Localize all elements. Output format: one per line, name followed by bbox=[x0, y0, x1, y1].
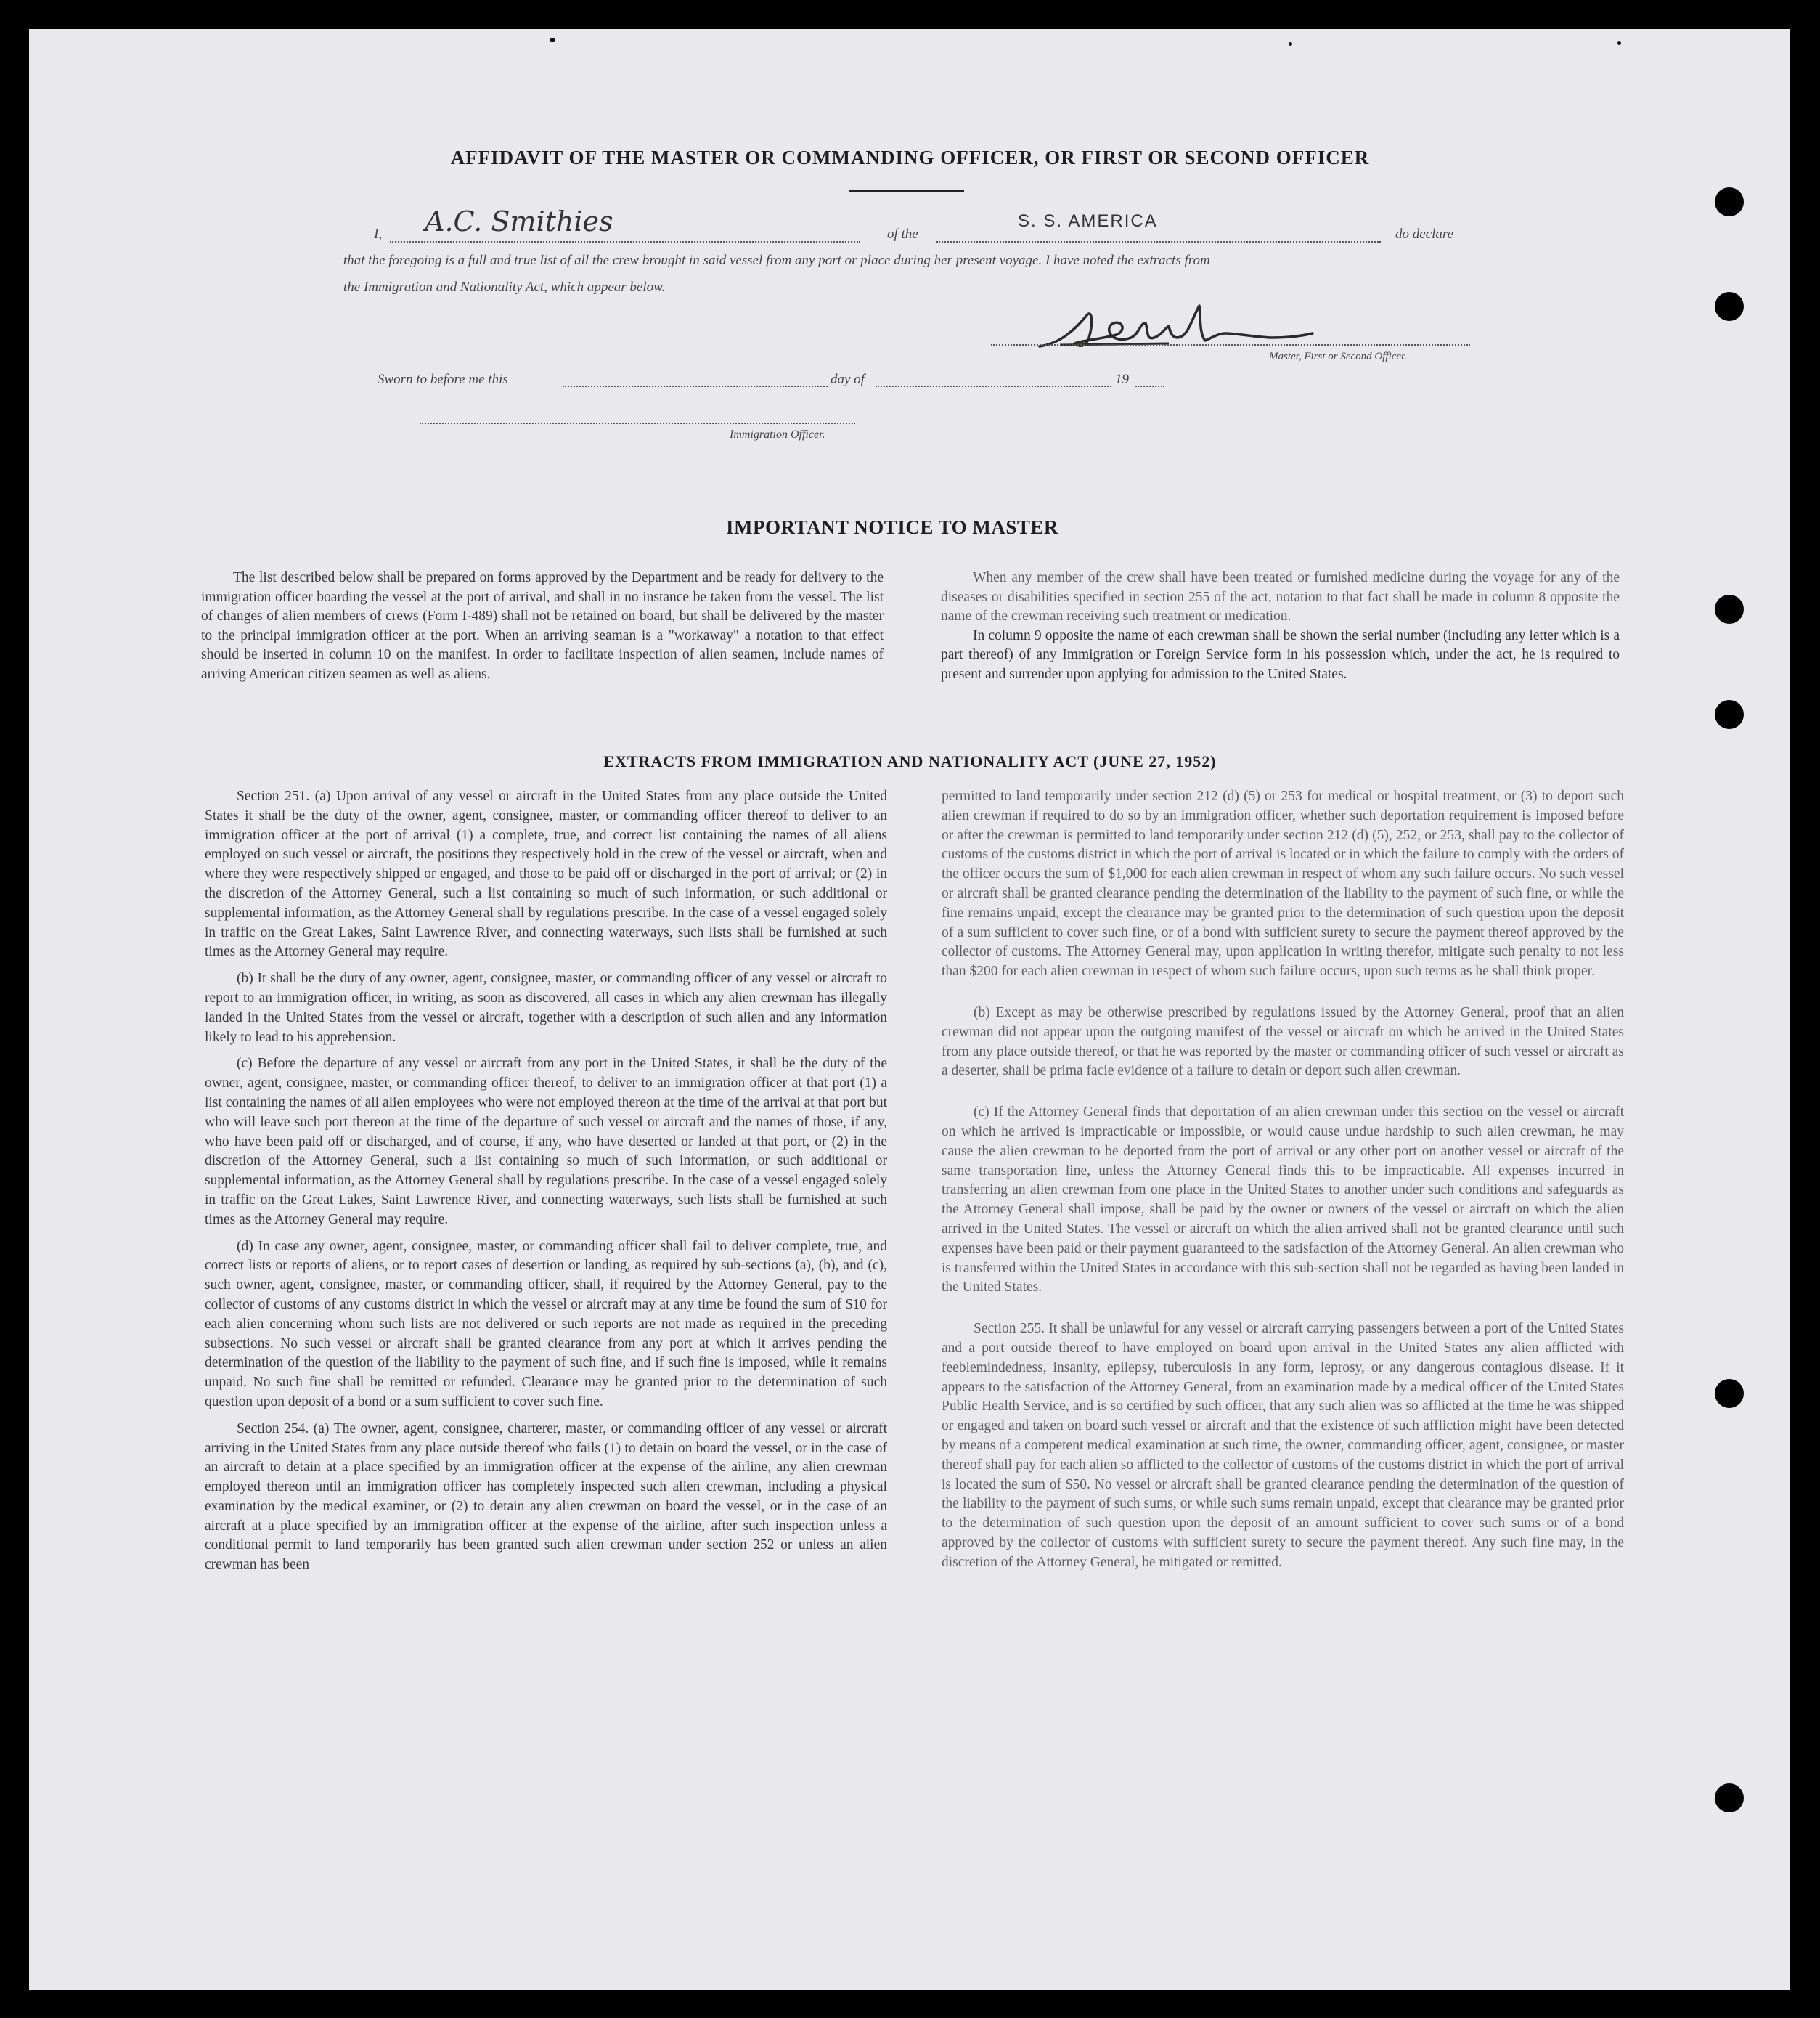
extracts-left-column bbox=[205, 787, 887, 1575]
notice-left-paragraph: The list described below shall be prepared on forms approved by the Department and be ready for delivery to the immigration officer boarding the vessel at the port of arrival, and shall in no instance be taken from the vessel. The list of changes of alien members of crews (Form I-489) shall not be retained on board, but shall be delivered by the master to the principal immigration officer at the port. When an arriving seaman is a "workaway" a notation to that effect should be inserted in column 10 on the manifest. In order to facilitate inspection of alien seamen, include names of arriving American citizen seamen as well as aliens. bbox=[201, 570, 884, 682]
sworn-day-line bbox=[563, 386, 828, 387]
sworn-year-line bbox=[1135, 386, 1164, 387]
scan-speck bbox=[1289, 42, 1292, 46]
section-251-a: Section 251. (a) Upon arrival of any vessel or aircraft in the United States from any place outside the United States it shall be the duty of the owner, agent, consignee, master, or commanding officer thereof to deliver to an immigration officer at the port of arrival (1) a complete, true, and correct list containing the names of all aliens employed on such vessel or aircraft, the positions they respectively hold in the crew of the vessel or aircraft, when and where they were respectively shipped or engaged, and those to be paid off or discharged in the port of arrival; or (2) in the discretion of the Attorney General, such a list containing so much of such information, or such additional or supplemental information, as the Attorney General shall by regulations prescribe. In the case of a vessel engaged solely in traffic on the Great Lakes, Saint Lawrence River, and connecting waterways, such lists shall be furnished at such times as the Attorney General may require. bbox=[205, 789, 887, 960]
section-254-a-continued: permitted to land temporarily under section 212 (d) (5) or 253 for medical or hospital treatment, or (3) to deport such alien crewman if required to do so by an immigration officer, whether such deportation requirement is imposed before or after the crewman is permitted to land temporarily under section 212 (d) (5), 252, or 253, shall pay to the collector of customs of the customs district in which the port of arrival is located or in which the failure to comply with the orders of the officer occurs the sum of $1,000 for each alien crewman in respect of whom any such failure occurs. No such vessel or aircraft shall be granted clearance pending the determination of the liability to the payment of such fine, or while the fine remains unpaid, except the clearance may be granted prior to the determination of such question upon the deposit of a sum sufficient to cover such fine, or of a bond with sufficient surety to secure the payment thereof approved by the collector of customs. The Attorney General may, upon application in writing therefor, mitigate such penalty to not less than $200 for each alien crewman in respect of whom such failure occurs, upon such terms as he shall think proper. bbox=[942, 789, 1624, 980]
section-251-b: (b) It shall be the duty of any owner, agent, consignee, master, or commanding officer of any vessel or aircraft to report to an immigration officer, in writing, as soon as discovered, all cases in which any alien crewman has illegally landed in the United States from the vessel or aircraft, together with a description of such alien and any information likely to lead to his apprehension. bbox=[205, 971, 887, 1045]
section-251-d: (d) In case any owner, agent, consignee, master, or commanding officer shall fail to deliver complete, true, and correct lists or reports of aliens, or to report cases of desertion or landing, as required by sub-sections (a), (b), and (c), such owner, agent, consignee, master, or commanding officer, shall, if required by the Attorney General, pay to the collector of customs of any customs district in which the vessel or aircraft may at any time be found the sum of $10 for each alien concerning whom such lists are not delivered or such reports are not made as required in the preceding subsections. No such vessel or aircraft shall be granted clearance from any port at which it arrives pending the determination of the question of the liability to the payment of such fine, and if such fine is imposed, while it remains unpaid. No such fine shall be remitted or refunded. Clearance may be granted prior to the determination of such question upon deposit of a bond or a sum sufficient to cover such fine. bbox=[205, 1238, 887, 1409]
name-line bbox=[390, 241, 860, 243]
punch-hole bbox=[1715, 1783, 1744, 1812]
signature-caption: Master, First or Second Officer. bbox=[1269, 351, 1407, 362]
extracts-title: EXTRACTS FROM IMMIGRATION AND NATIONALITY ACT (JUNE 27, 1952) bbox=[603, 752, 1217, 770]
i-label: I, bbox=[374, 227, 383, 242]
ship-name: S. S. AMERICA bbox=[1018, 211, 1158, 231]
declaration-line-1: that the foregoing is a full and true list of all the crew brought in said vessel from any port or place during her present voyage. I have noted the extracts from bbox=[343, 253, 1210, 268]
officer-caption: Immigration Officer. bbox=[730, 428, 825, 441]
punch-hole bbox=[1715, 700, 1744, 729]
day-of-label: day of bbox=[831, 372, 865, 387]
year-prefix: 19 bbox=[1115, 372, 1129, 387]
punch-hole bbox=[1715, 595, 1744, 624]
notice-right bbox=[941, 569, 1620, 684]
of-the-label: of the bbox=[887, 227, 918, 242]
declaration-line-2: the Immigration and Nationality Act, which appear below. bbox=[343, 280, 666, 295]
section-255: Section 255. It shall be unlawful for any vessel or aircraft carrying passengers between a port of the United States and a port outside thereof to have employed on board upon arrival in the United States any alien afflicted with feeblemindedness, insanity, epilepsy, tuberculosis in any form, leprosy, or any dangerous contagious disease. If it appears to the satisfaction of the Attorney General, from an examination made by a medical officer of the United States Public Health Service, and is so certified by such officer, that any such alien was so afflicted at the time he was shipped or engaged and taken on board such vessel or aircraft and that the existence of such affliction might have been detected by means of a competent medical examination at such time, the owner, commanding officer, agent, consignee, or master thereof shall pay for each alien so afflicted to the collector of customs of the customs district in which the port of arrival is located the sum of $50. No vessel or aircraft shall be granted clearance pending the determination of the question of the liability to the payment of such sums, or while such sums remain unpaid, except that clearance may be granted prior to the determination of such question upon the deposit of an amount sufficient to cover such sums or of a bond approved by the collector of customs with sufficient surety to secure the payment thereof. Any such fine may, in the discretion of the Attorney General, be mitigated or remitted. bbox=[942, 1321, 1624, 1570]
ship-line bbox=[936, 241, 1381, 243]
section-254-a: Section 254. (a) The owner, agent, consignee, charterer, master, or commanding officer of any vessel or aircraft arriving in the United States from any place outside thereof who fails (1) to detain on board the vessel, or in the case of an aircraft to detain at a place specified by an immigration officer at the expense of the airline, any alien crewman employed thereon until an immigration officer has completely inspected such alien crewman, including a physical examination by the medical examiner, or (2) to detain any alien crewman on board the vessel, or in the case of an aircraft at a place specified by an immigration officer at the expense of the airline, after such inspection unless a conditional permit to land temporarily has been granted such alien crewman under section 252 or unless an alien crewman has been bbox=[205, 1420, 887, 1573]
sworn-month-line bbox=[876, 386, 1111, 387]
sworn-label: Sworn to before me this bbox=[378, 372, 508, 387]
title-rule bbox=[849, 190, 964, 192]
extracts-right-column bbox=[942, 787, 1624, 1572]
notice-left bbox=[201, 569, 884, 684]
scan-speck bbox=[1617, 41, 1621, 45]
scan-speck bbox=[550, 38, 555, 42]
officer-line bbox=[420, 423, 855, 424]
notice-title: IMPORTANT NOTICE TO MASTER bbox=[726, 516, 1058, 538]
punch-hole bbox=[1715, 187, 1744, 216]
punch-hole bbox=[1715, 1379, 1744, 1408]
notice-right-paragraph-1: When any member of the crew shall have been treated or furnished medicine during the voyage for any of the diseases or disabilities specified in section 255 of the act, notation to that fact shall be made in column 8 opposite the name of the crewman receiving such treatment or medication. bbox=[941, 570, 1620, 624]
section-254-b: (b) Except as may be otherwise prescribed by regulations issued by the Attorney General, proof that an alien crewman did not appear upon the outgoing manifest of the vessel or aircraft on which he arrived in the United States from any place outside thereof, or that he was reported by the master or commanding officer of such vessel or aircraft as a deserter, shall be prima facie evidence of a failure to detain or deport such alien crewman. bbox=[942, 1004, 1624, 1079]
handwritten-name: A.C. Smithies bbox=[425, 206, 613, 237]
signature-line bbox=[991, 344, 1470, 346]
notice-right-paragraph-2: In column 9 opposite the name of each crewman shall be shown the serial number (including any letter which is a part thereof) of any Immigration or Foreign Service form in his possession which, under the act, he is required to present and surrender upon applying for admission to the United States. bbox=[941, 627, 1620, 682]
punch-hole bbox=[1715, 292, 1744, 321]
section-254-c: (c) If the Attorney General finds that deportation of an alien crewman under this section on the vessel or aircraft on which he arrived is impracticable or impossible, or would cause undue hardship to such alien crewman, he may cause the alien crewman to be deported from the port of arrival or any other port on another vessel or aircraft of the same transportation line, unless the Attorney General finds this to be impracticable. All expenses incurred in transferring an alien crewman from one place in the United States to another under such conditions and safeguards as the Attorney General shall impose, shall be paid by the owner or owners of the vessel or aircraft on which the alien arrived in the United States. The vessel or aircraft on which the alien arrived shall not be granted clearance until such expenses have been paid or their payment guaranteed to the satisfaction of the Attorney General. An alien crewman who is transferred within the United States in accordance with this sub-section shall not be regarded as having been landed in the United States. bbox=[942, 1104, 1624, 1295]
section-251-c: (c) Before the departure of any vessel or aircraft from any port in the United States, it shall be the duty of the owner, agent, consignee, master, or commanding officer thereof, to deliver to an immigration officer at that port (1) a list containing the names of all alien employees who were not employed thereon at the time of the arrival at that port but who will leave such port thereon at the time of the departure of such vessel or aircraft and the names of those, if any, who have been paid off or discharged, and of course, if any, who have deserted or landed at that port, or (2) in the discretion of the Attorney General, such a list containing so much of such information, or such additional or supplemental information, as the Attorney General shall by regulations prescribe. In the case of a vessel engaged solely in traffic on the Great Lakes, Saint Lawrence River, and connecting waterways, such lists shall be furnished at such times as the Attorney General may require. bbox=[205, 1056, 887, 1227]
do-declare-label: do declare bbox=[1395, 227, 1454, 242]
affidavit-title: AFFIDAVIT OF THE MASTER OR COMMANDING OFFICER, OR FIRST OR SECOND OFFICER bbox=[450, 147, 1370, 168]
